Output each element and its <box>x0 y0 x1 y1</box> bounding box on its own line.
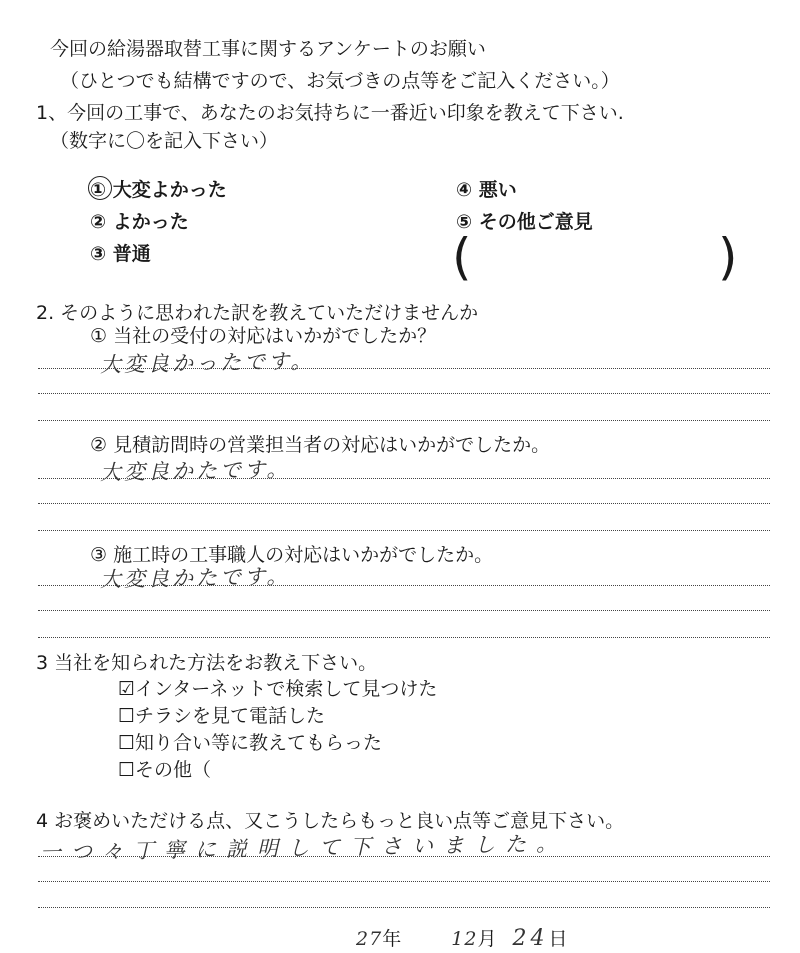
checkbox-icon[interactable]: ☐ <box>118 732 136 754</box>
option-label: チラシを見て電話した <box>135 705 326 727</box>
answer-line <box>38 368 770 369</box>
option-label: その他（ <box>135 759 212 781</box>
answer-line <box>38 530 770 531</box>
q1-option-5[interactable] <box>456 207 593 234</box>
q1-question: 1、今回の工事で、あなたのお気持ちに一番近い印象を教えて下さい. <box>36 102 624 124</box>
q2-sub-1-label: ① 当社の受付の対応はいかがでしたか？ <box>90 325 437 347</box>
other-opinion-paren-close: ) <box>718 228 738 286</box>
q2-question: 2. そのように思われた訳を教えていただけませんか <box>36 302 479 324</box>
answer-line <box>38 907 770 908</box>
date-year: 27 <box>356 928 383 950</box>
answer-line <box>38 478 770 479</box>
q2-sub-2-label: ② 見積訪問時の営業担当者の対応はいかがでしたか。 <box>90 434 551 456</box>
option-label: よかった <box>112 211 189 233</box>
q3-option-flyer[interactable] <box>118 701 325 728</box>
selected-circle-mark <box>88 176 112 200</box>
q1-option-3[interactable] <box>90 239 151 266</box>
answer-line <box>38 637 770 638</box>
q2-sub-3-label: ③ 施工時の工事職人の対応はいかがでしたか。 <box>90 544 494 566</box>
answer-line <box>38 856 770 857</box>
date-row <box>356 924 568 951</box>
option-number: ② <box>90 211 107 233</box>
option-number: ④ <box>456 179 473 201</box>
q4-question: 4 お褒めいただける点、又こうしたらもっと良い点等ご意見下さい。 <box>36 810 625 832</box>
option-number: ③ <box>90 243 107 265</box>
q3-question: 3 当社を知られた方法をお教え下さい。 <box>36 652 378 674</box>
option-label: 悪い <box>478 179 517 201</box>
answer-line <box>38 585 770 586</box>
other-opinion-paren-open: ( <box>452 228 472 286</box>
option-label: その他ご意見 <box>478 211 593 233</box>
answer-line <box>38 420 770 421</box>
q1-option-2[interactable] <box>90 207 189 234</box>
date-month: 12 <box>451 928 478 950</box>
answer-line <box>38 610 770 611</box>
date-year-unit: 年 <box>382 928 402 950</box>
date-month-unit: 月 <box>477 928 497 950</box>
date-day: 24 <box>512 926 549 951</box>
option-number: ⑤ <box>456 211 473 233</box>
option-label: インターネットで検索して見つけた <box>135 678 438 700</box>
option-label: 大変よかった <box>112 179 227 201</box>
q1-option-4[interactable] <box>456 175 517 202</box>
survey-subtitle: （ひとつでも結構ですので、お気づきの点等をご記入ください。） <box>60 70 620 92</box>
option-number: ① <box>90 179 107 201</box>
date-day-unit: 日 <box>548 928 568 950</box>
checked-checkbox-icon[interactable]: ☑ <box>118 678 136 700</box>
option-label: 普通 <box>112 243 151 265</box>
option-label: 知り合い等に教えてもらった <box>135 732 383 754</box>
q3-option-internet[interactable] <box>118 674 437 701</box>
q2-sub-2-answer: 大変良かたです。 <box>99 457 291 485</box>
checkbox-icon[interactable]: ☐ <box>118 705 136 727</box>
checkbox-icon[interactable]: ☐ <box>118 759 136 781</box>
q3-option-other[interactable] <box>118 755 211 782</box>
survey-title: 今回の給湯器取替工事に関するアンケートのお願い <box>50 38 486 60</box>
q1-instruction: （数字に〇を記入下さい） <box>50 130 279 152</box>
q3-option-acquaintance[interactable] <box>118 728 382 755</box>
q2-sub-1-answer: 大変良かったです。 <box>99 349 315 377</box>
answer-line <box>38 503 770 504</box>
answer-line <box>38 393 770 394</box>
q4-answer: 一つ々丁寧に説明して下さいました。 <box>39 831 568 865</box>
q2-sub-3-answer: 大変良かたです。 <box>99 564 291 592</box>
answer-line <box>38 881 770 882</box>
